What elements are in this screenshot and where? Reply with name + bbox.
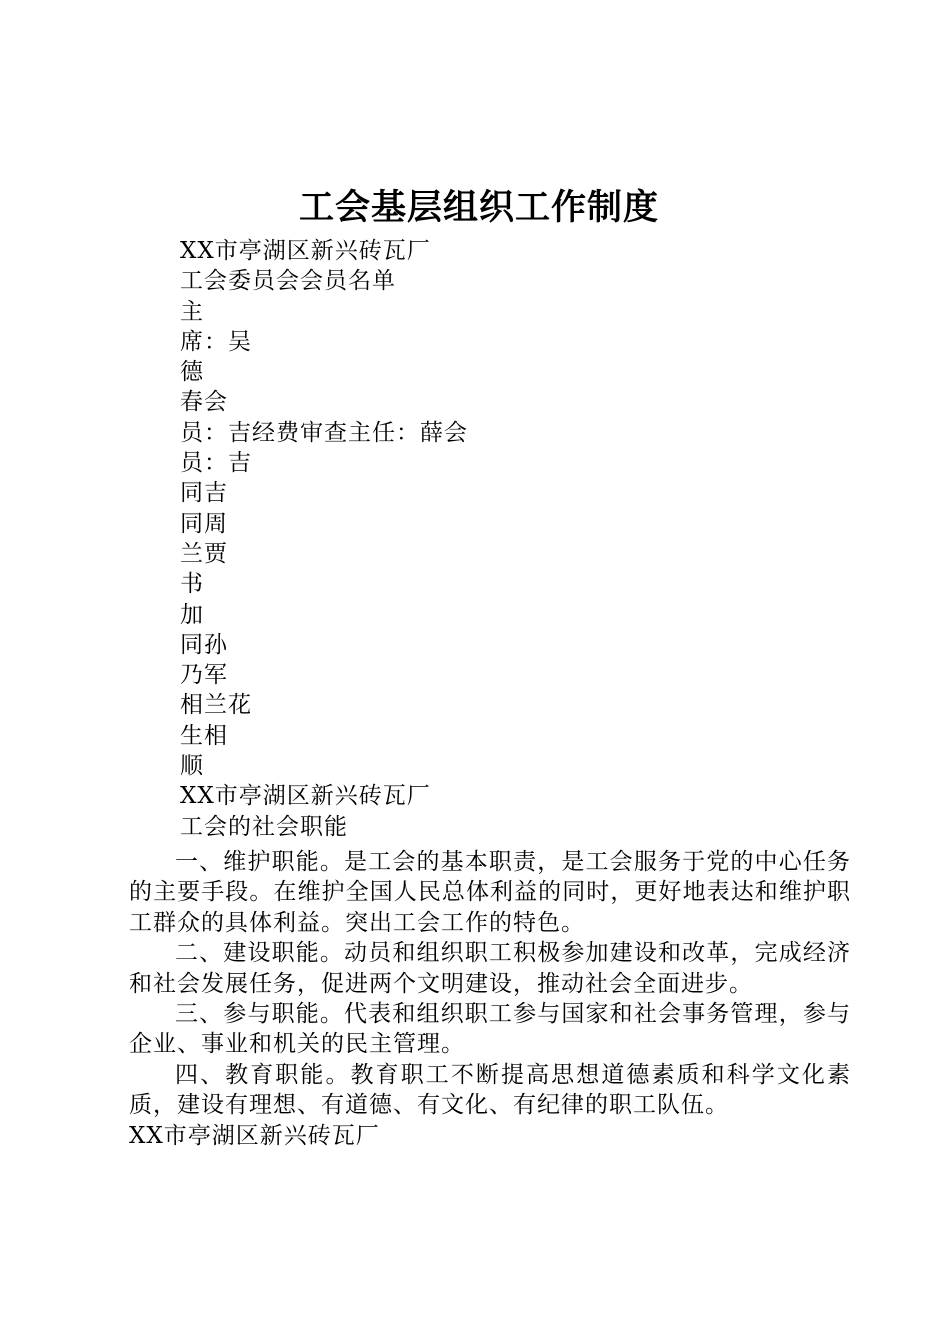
text-line: XX市亭湖区新兴砖瓦厂 [180,238,431,264]
text-line: 相兰花 [180,692,252,719]
text-line: 书 [180,571,204,598]
document-title: 工会基层组织工作制度 [298,188,659,228]
text-line: 同吉 [180,480,228,507]
text-line: 春会 [180,389,228,416]
text-line: XX市亭湖区新兴砖瓦厂 [180,783,431,810]
paragraph: 四、教育职能。教育职工不断提高思想道德素质和科学文化素质，建设有理想、有道德、有文化、有纪律的职工队伍。 [129,1061,851,1119]
text-line: 顺 [180,753,204,780]
member-list [180,236,468,842]
text-line: 工会的社会职能 [180,813,348,840]
text-line: 席：吴 [180,328,252,355]
text-line: 员：吉经费审查主任：薛会 [180,419,468,446]
text-line: 工会委员会会员名单 [180,268,396,295]
text-line: 同孙 [180,631,228,658]
text-line: 同周 [180,510,228,537]
paragraph: 二、建设职能。动员和组织职工积极参加建设和改革，完成经济和社会发展任务，促进两个文明建设，推动社会全面进步。 [129,940,851,997]
text-line: 加 [180,601,204,628]
text-line: 主 [180,298,204,325]
text-line: 德 [180,359,204,386]
text-line: 兰贾 [180,540,228,567]
text-line: 乃军 [180,662,228,689]
social-functions-section [129,847,851,1151]
text-line: 员：吉 [180,450,252,477]
footer-line: XX市亭湖区新兴砖瓦厂 [129,1122,380,1149]
text-line: 生相 [180,722,228,749]
paragraph: 三、参与职能。代表和组织职工参与国家和社会事务管理，参与企业、事业和机关的民主管理。 [129,1001,851,1058]
paragraph: 一、维护职能。是工会的基本职责，是工会服务于党的中心任务的主要手段。在维护全国人民总体利益的同时，更好地表达和维护职工群众的具体利益。突出工会工作的特色。 [129,849,851,936]
